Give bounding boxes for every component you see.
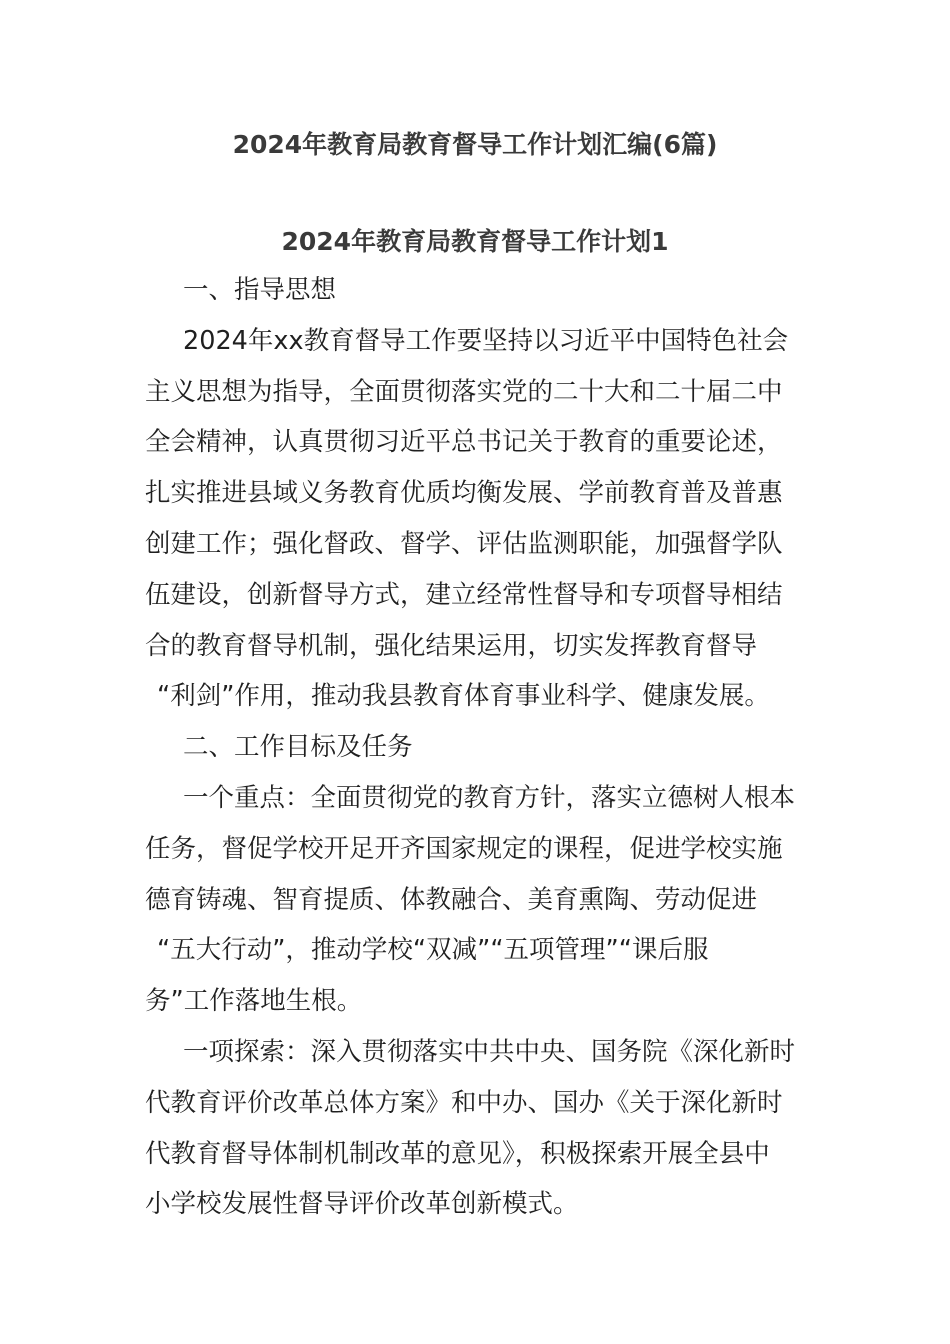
body-line: 一个重点：全面贯彻党的教育方针，落实立德树人根本: [183, 782, 796, 813]
body-line: 任务，督促学校开足开齐国家规定的课程，促进学校实施: [145, 833, 783, 864]
body-line: 务”工作落地生根。: [145, 986, 363, 1017]
body-line: 一、指导思想: [183, 275, 337, 305]
body-line: 德育铸魂、智育提质、体教融合、美育熏陶、劳动促进: [145, 884, 758, 915]
body-line: 小学校发展性督导评价改革创新模式。: [145, 1189, 579, 1220]
body-line: “五大行动”，推动学校“双减”“五项管理”“课后服: [157, 935, 709, 966]
document-body: [145, 265, 813, 1230]
body-line: 主义思想为指导，全面贯彻落实党的二十大和二十届二中: [145, 376, 783, 407]
body-line: 全会精神，认真贯彻习近平总书记关于教育的重要论述，: [145, 427, 783, 458]
body-line: 扎实推进县域义务教育优质均衡发展、学前教育普及普惠: [145, 478, 783, 509]
body-line: 2024年xx教育督导工作要坚持以习近平中国特色社会: [183, 325, 789, 356]
section-title: 2024年教育局教育督导工作计划1: [281, 227, 669, 256]
body-line: 合的教育督导机制，强化结果运用，切实发挥教育督导: [145, 630, 758, 661]
body-line: 一项探索：深入贯彻落实中共中央、国务院《深化新时: [183, 1036, 796, 1067]
body-line: 代教育督导体制机制改革的意见》，积极探索开展全县中: [145, 1138, 770, 1169]
body-line: 代教育评价改革总体方案》和中办、国办《关于深化新时: [145, 1087, 783, 1118]
document-title: 2024年教育局教育督导工作计划汇编(6篇): [232, 130, 718, 159]
body-line: 伍建设，创新督导方式，建立经常性督导和专项督导相结: [145, 579, 783, 610]
body-line: “利剑”作用，推动我县教育体育事业科学、健康发展。: [157, 681, 770, 712]
body-line: 创建工作；强化督政、督学、评估监测职能，加强督学队: [145, 528, 783, 559]
body-line: 二、工作目标及任务: [183, 732, 413, 763]
